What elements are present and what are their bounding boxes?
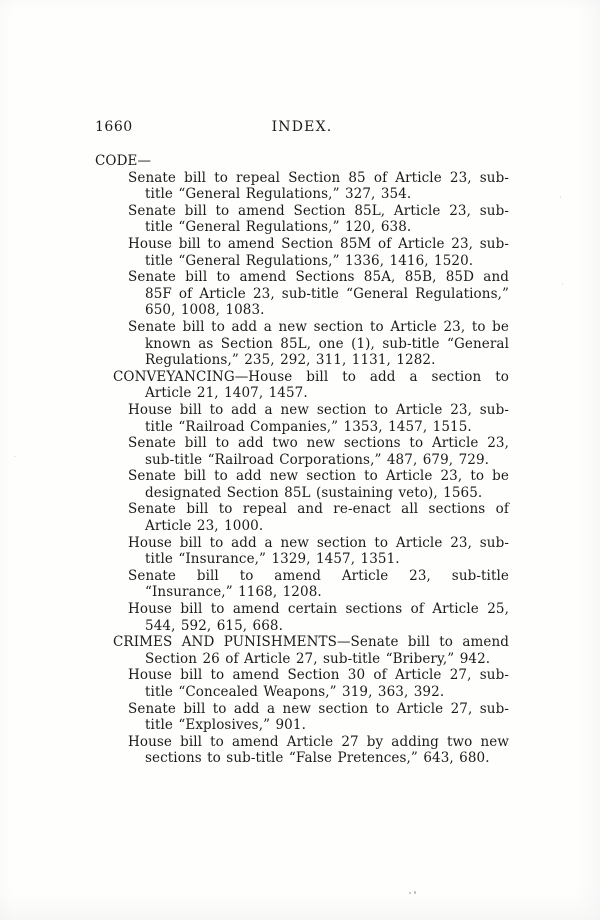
index-entry: Senate bill to add a new section to Article 23, to be known as Section 85L, one (1), sub-title “General Regulations,” 235, 292, 311, 1131, 1282.: [128, 318, 509, 369]
index-entry: Senate bill to amend Sections 85A, 85B, 85D and 85F of Article 23, sub-title “General Regulations,” 650, 1008, 1083.: [128, 269, 509, 319]
page-header: [95, 119, 509, 136]
index-entry: House bill to add a new section to Article 23, sub-title “Insurance,” 1329, 1457, 1351.: [128, 534, 509, 568]
running-head: INDEX.: [271, 119, 333, 135]
scan-speck: [414, 891, 416, 894]
scan-speck: [409, 892, 411, 894]
index-entry: Senate bill to add new section to Article 23, to be designated Section 85L (sustaining veto), 1565.: [128, 468, 509, 501]
index-entry: Senate bill to repeal and re-enact all sections of Article 23, 1000.: [128, 501, 509, 535]
index-entries: [95, 153, 509, 767]
scan-speck: [562, 283, 563, 285]
page-number: 1660: [95, 119, 133, 135]
index-entry: House bill to amend Section 85M of Article 23, sub-title “General Regulations,” 1336, 1416, 1520.: [128, 235, 509, 269]
index-entry: House bill to amend Section 30 of Article 27, sub-title “Concealed Weapons,” 319, 363, 392.: [128, 667, 509, 700]
index-entry: House bill to add a new section to Article 23, sub-title “Railroad Companies,” 1353, 1457, 1515.: [128, 401, 509, 435]
scan-speck: [14, 456, 16, 457]
index-heading-conveyancing: CONVEYANCING—House bill to add a section to Article 21, 1407, 1457.: [113, 368, 509, 402]
scan-speck: [560, 196, 561, 198]
index-entry: House bill to amend Article 27 by adding two new sections to sub-title “False Pretences,” 643, 680.: [128, 733, 509, 767]
index-entry: Senate bill to amend Article 23, sub-title “Insurance,” 1168, 1208.: [128, 567, 509, 601]
index-heading-code: CODE—: [95, 153, 152, 169]
index-entry: Senate bill to add two new sections to Article 23, sub-title “Railroad Corporations,” 487, 679, 729.: [128, 435, 509, 468]
index-entry: Senate bill to repeal Section 85 of Article 23, sub-title “General Regulations,” 327, 354.: [128, 169, 509, 203]
index-heading-crimes: CRIMES AND PUNISHMENTS—Senate bill to amend Section 26 of Article 27, sub-title “Bribery,” 942.: [113, 634, 509, 667]
index-entry: House bill to amend certain sections of Article 25, 544, 592, 615, 668.: [128, 601, 509, 634]
index-entry: Senate bill to add a new section to Article 27, sub-title “Explosives,” 901.: [128, 700, 509, 734]
index-entry: Senate bill to amend Section 85L, Article 23, sub-title “General Regulations,” 120, 638.: [128, 202, 509, 236]
text-block: [95, 119, 509, 767]
